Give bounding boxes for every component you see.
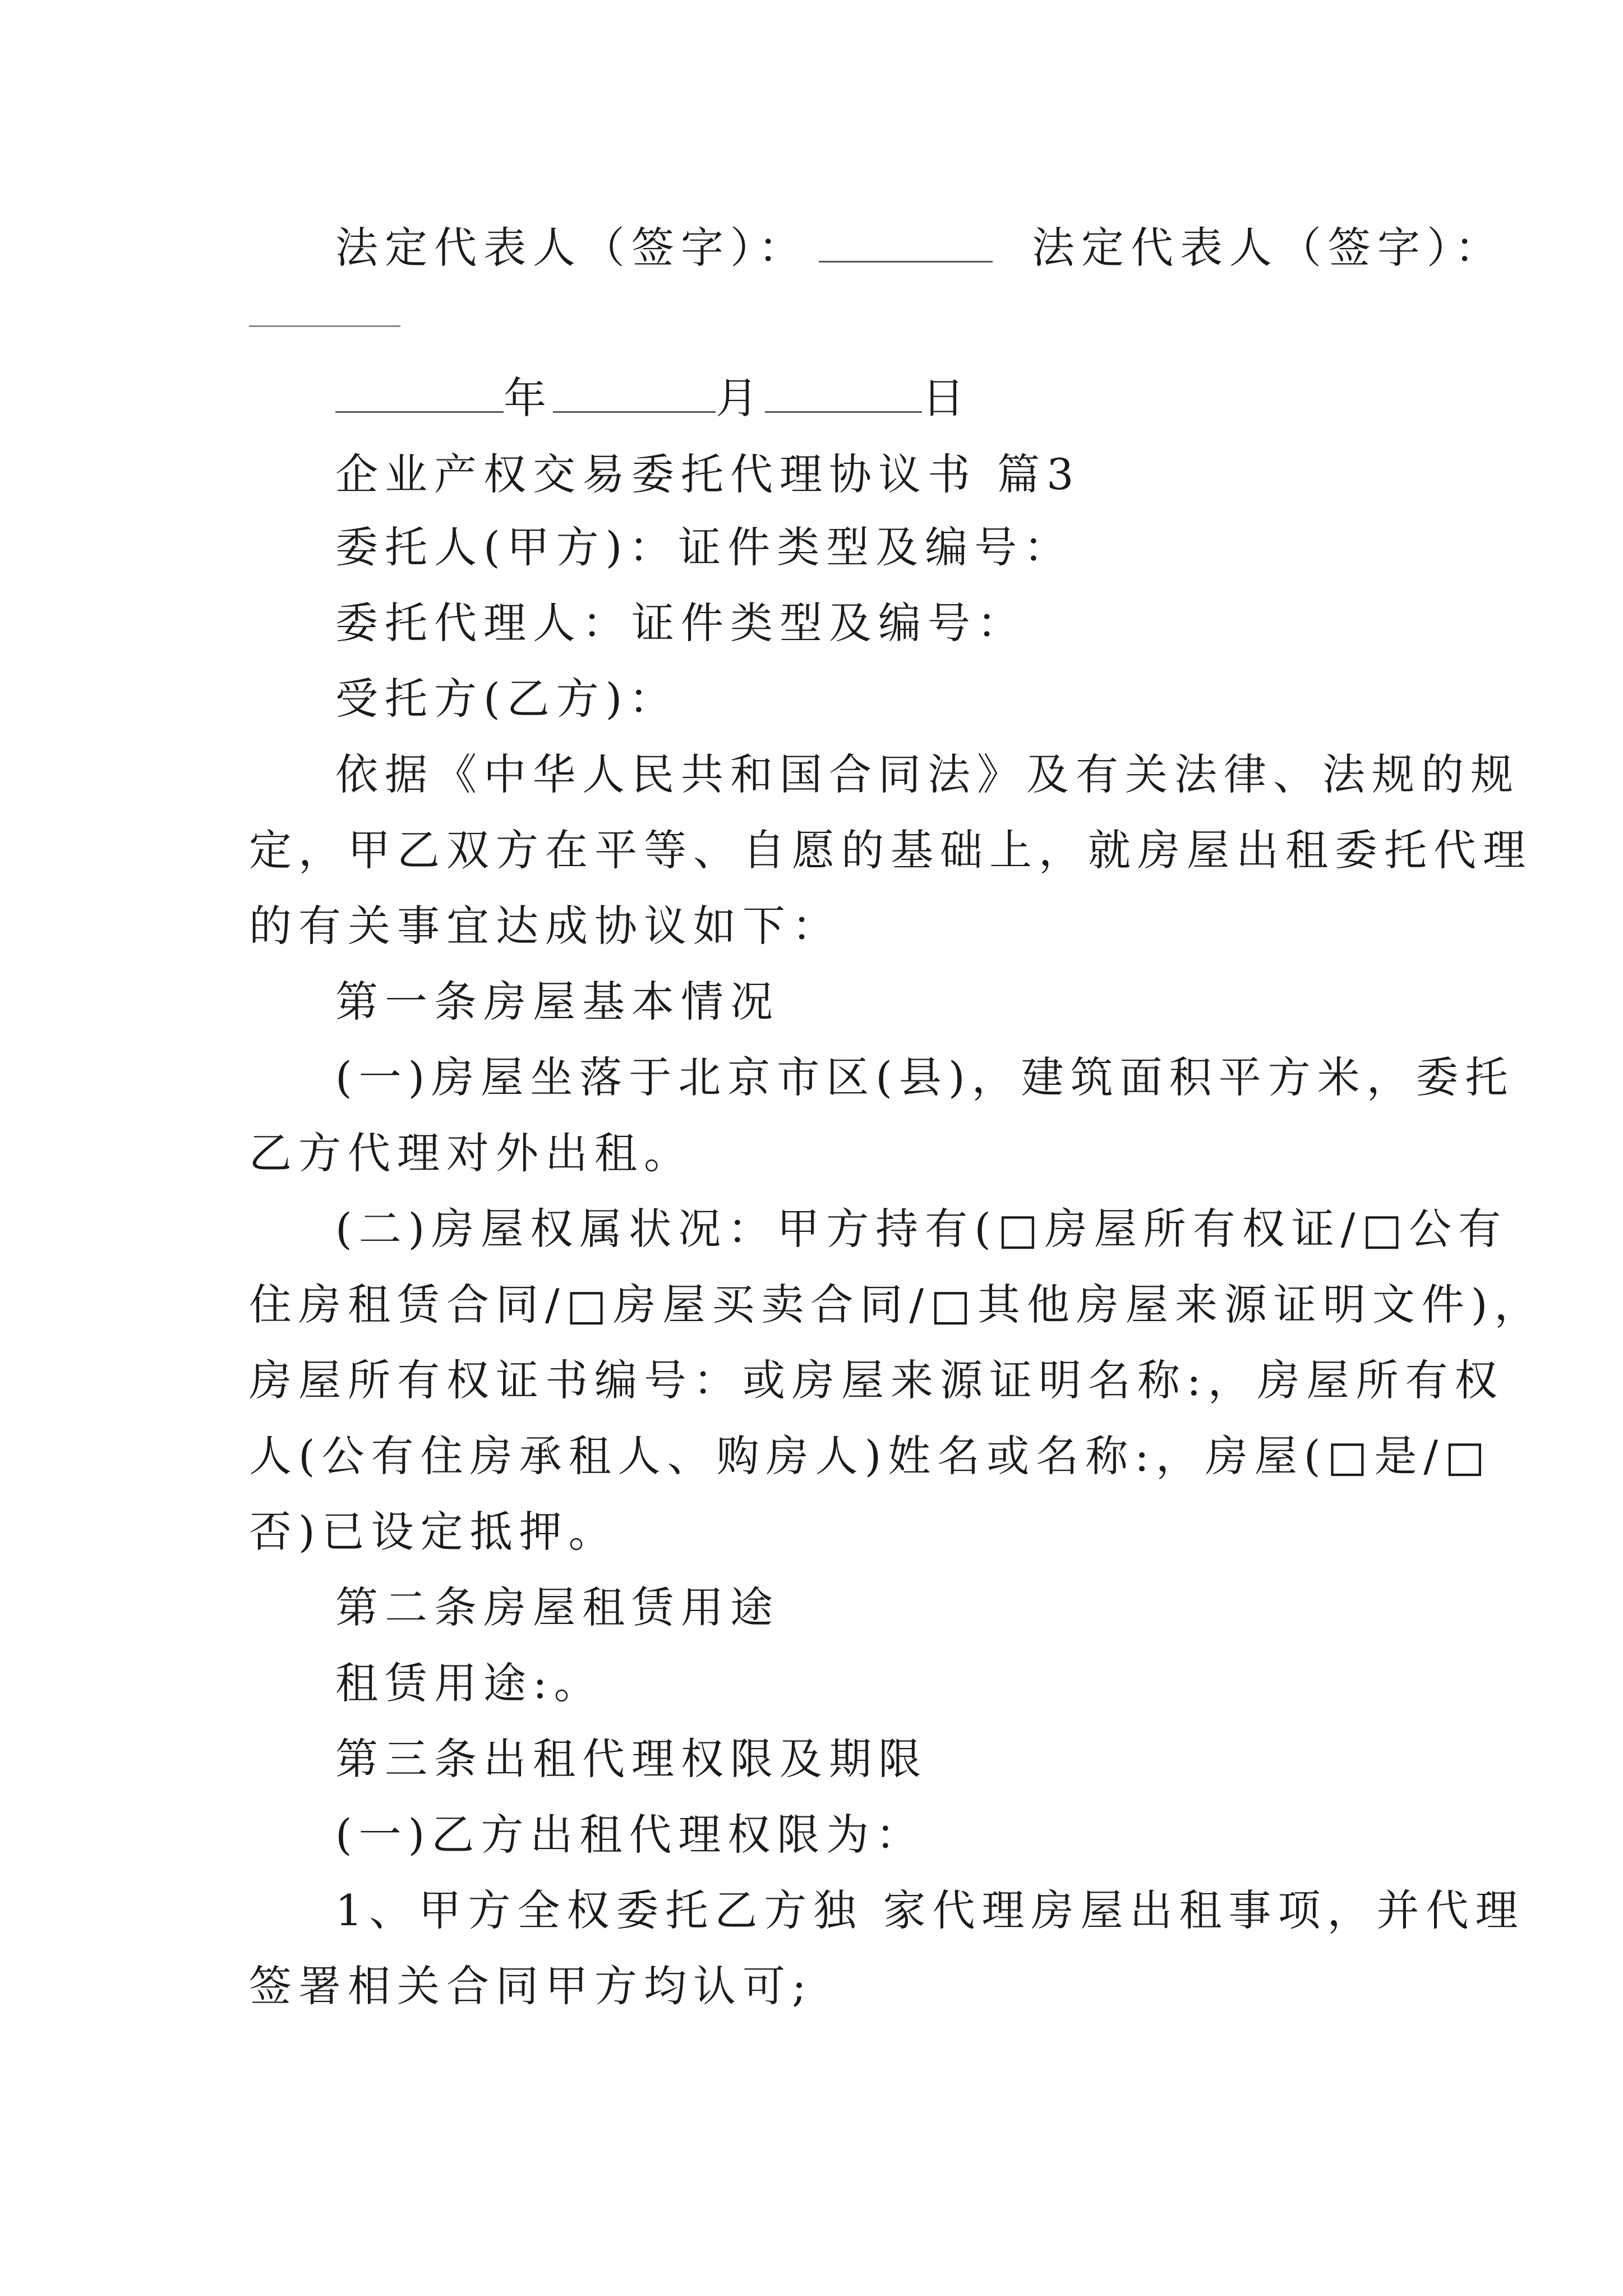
article-1-item-1-line-1: (一)房屋坐落于北京市区(县)，建筑面积平方米，委托 xyxy=(335,1052,1515,1102)
article-1-item-1-line-2: 乙方代理对外出租。 xyxy=(249,1128,693,1178)
agent-line: 委托代理人：证件类型及编号： xyxy=(335,598,1026,648)
article-1-item-2-line-3: 房屋所有权证书编号：或房屋来源证明名称:，房屋所有权 xyxy=(249,1355,1504,1405)
preamble-line-3: 的有关事宜达成协议如下： xyxy=(249,901,841,951)
day-blank[interactable] xyxy=(765,378,922,413)
date-line xyxy=(335,370,1387,426)
signature-blank-right[interactable] xyxy=(249,325,400,327)
legal-rep-signature-label-left: 法定代表人（签字）： xyxy=(335,223,808,273)
article-1-item-2-line-2: 住房租赁合同/□房屋买卖合同/□其他房屋来源证明文件)， xyxy=(249,1280,1544,1329)
month-label: 月 xyxy=(716,373,765,423)
article-2-heading: 第二条房屋租赁用途 xyxy=(335,1582,780,1632)
signature-row xyxy=(335,220,1504,276)
day-label: 日 xyxy=(922,373,971,423)
month-blank[interactable] xyxy=(553,378,716,413)
year-blank[interactable] xyxy=(335,378,504,413)
article-3-clause-1-line-2: 签署相关合同甲方均认可; xyxy=(249,1961,813,2011)
principal-line: 委托人(甲方)：证件类型及编号： xyxy=(335,522,1073,572)
document-heading: 企业产权交易委托代理协议书 篇3 xyxy=(335,449,1081,499)
trustee-line: 受托方(乙方)： xyxy=(335,674,679,724)
article-2-usage: 租赁用途:。 xyxy=(335,1658,603,1708)
signature-blank-left[interactable] xyxy=(819,227,993,263)
article-1-item-2-line-4: 人(公有住房承租人、购房人)姓名或名称:，房屋(□是/□ xyxy=(249,1431,1492,1481)
preamble-line-2: 定，甲乙双方在平等、自愿的基础上，就房屋出租委托代理 xyxy=(249,825,1532,875)
article-1-item-2-line-5: 否)已设定抵押。 xyxy=(249,1507,618,1557)
article-1-item-2-line-1: (二)房屋权属状况：甲方持有(□房屋所有权证/□公有 xyxy=(335,1204,1508,1254)
preamble-line-1: 依据《中华人民共和国合同法》及有关法律、法规的规 xyxy=(335,749,1520,799)
year-label: 年 xyxy=(504,373,553,423)
article-1-heading: 第一条房屋基本情况 xyxy=(335,977,780,1027)
article-3-clause-1-line-1: 1、甲方全权委托乙方独 家代理房屋出租事项，并代理 xyxy=(335,1885,1525,1935)
article-3-heading: 第三条出租代理权限及期限 xyxy=(335,1734,928,1784)
legal-rep-signature-label-right: 法定代表人（签字）： xyxy=(1032,223,1504,273)
article-3-item-1: (一)乙方出租代理权限为： xyxy=(335,1810,925,1860)
